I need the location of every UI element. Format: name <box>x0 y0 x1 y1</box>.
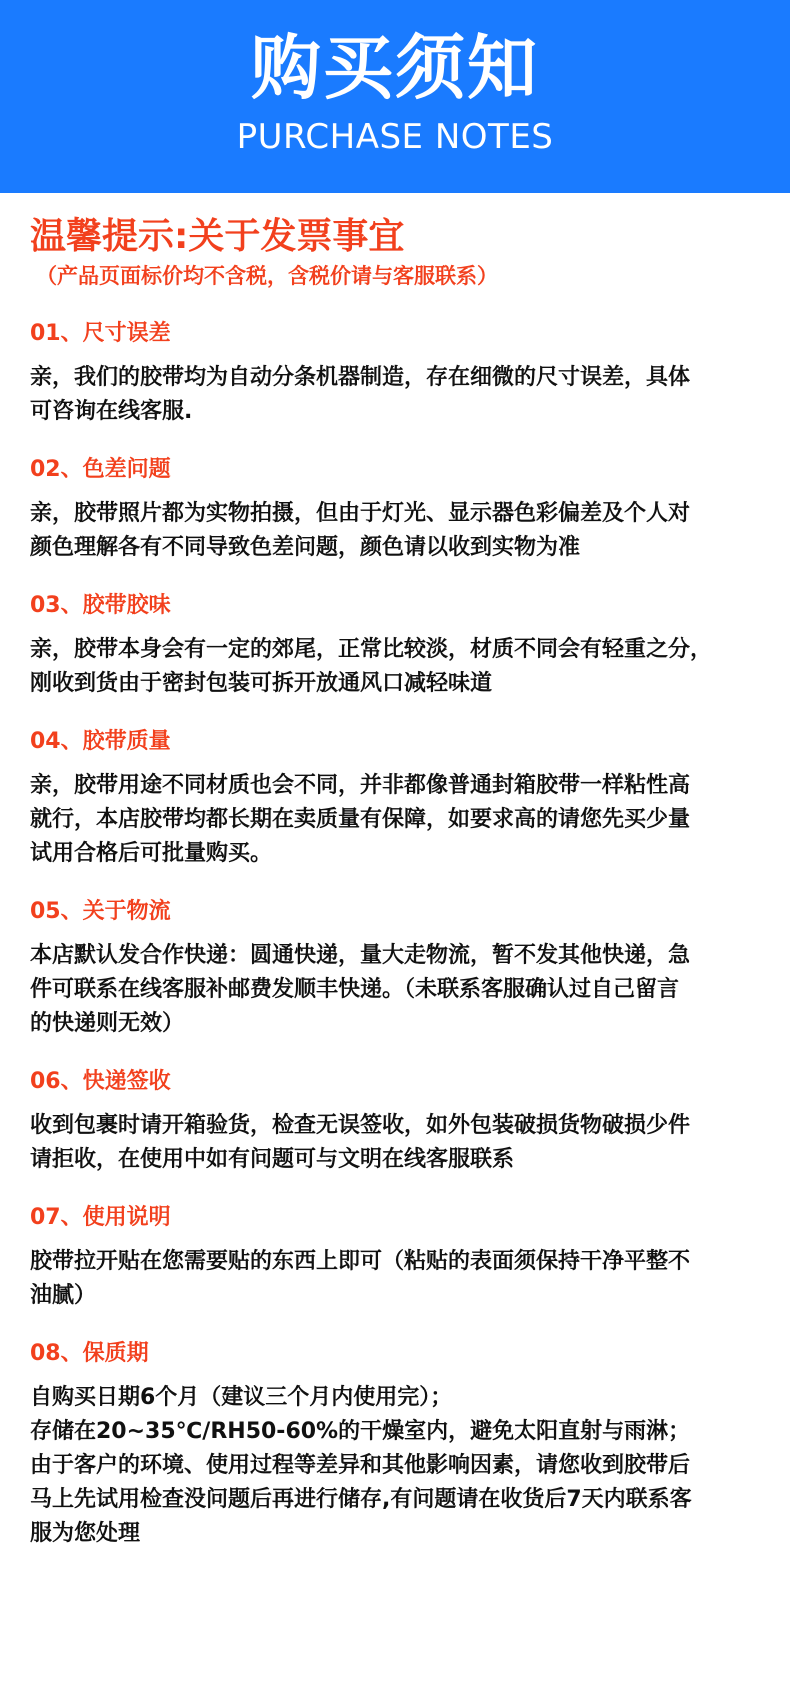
section-body-line: 亲，胶带照片都为实物拍摄，但由于灯光、显示器色彩偏差及个人对 <box>30 501 691 526</box>
section-body-line: 服为您处理 <box>30 1521 141 1546</box>
notes-section <box>30 1337 762 1551</box>
section-body-line: 的快递则无效） <box>30 1011 185 1036</box>
page-title: 购买须知 <box>251 27 539 109</box>
notes-section <box>30 1065 762 1177</box>
section-body-line: 收到包裹时请开箱验货，检查无误签收，如外包装破损货物破损少件 <box>30 1113 691 1138</box>
notes-section <box>30 589 762 701</box>
section-body-line: 油腻） <box>30 1283 97 1308</box>
section-body-line: 胶带拉开贴在您需要贴的东西上即可（粘贴的表面须保持干净平整不 <box>30 1249 691 1274</box>
notes-section <box>30 1201 762 1313</box>
section-body-line: 自购买日期6个月（建议三个月内使用完）； <box>30 1385 453 1410</box>
section-body <box>30 633 762 701</box>
section-body <box>30 769 762 871</box>
section-body-line: 由于客户的环境、使用过程等差异和其他影响因素，请您收到胶带后 <box>30 1453 691 1478</box>
section-body-line: 亲，胶带本身会有一定的郊尾，正常比较淡，材质不同会有轻重之分， <box>30 637 713 662</box>
section-body-line: 本店默认发合作快递：圆通快递，量大走物流，暂不发其他快递，急 <box>30 943 691 968</box>
section-body-line: 就行，本店胶带均都长期在卖质量有保障，如要求高的请您先买少量 <box>30 807 691 832</box>
section-heading: 01、尺寸误差 <box>30 321 171 346</box>
notes-section <box>30 895 762 1041</box>
section-heading: 06、快递签收 <box>30 1069 171 1094</box>
section-body-line: 可咨询在线客服. <box>30 399 193 424</box>
section-body <box>30 1109 762 1177</box>
invoice-notice-title: 温馨提示:关于发票事宜 <box>30 216 405 257</box>
section-body <box>30 497 762 565</box>
section-heading: 08、保质期 <box>30 1341 149 1366</box>
section-body-line: 请拒收，在使用中如有问题可与文明在线客服联系 <box>30 1147 515 1172</box>
section-heading: 02、色差问题 <box>30 457 171 482</box>
section-heading: 04、胶带质量 <box>30 729 171 754</box>
section-body-line: 马上先试用检查没问题后再进行储存,有问题请在收货后7天内联系客 <box>30 1487 692 1512</box>
page-subtitle: PURCHASE NOTES <box>236 117 554 157</box>
notes-section <box>30 453 762 565</box>
section-body-line: 试用合格后可批量购买。 <box>30 841 273 866</box>
section-body-line: 存储在20~35℃/RH50-60%的干燥室内，避免太阳直射与雨淋； <box>30 1419 691 1444</box>
section-heading: 05、关于物流 <box>30 899 171 924</box>
notes-section <box>30 317 762 429</box>
section-body-line: 刚收到货由于密封包装可拆开放通风口减轻味道 <box>30 671 493 696</box>
notes-section <box>30 725 762 871</box>
section-body-line: 亲，胶带用途不同材质也会不同，并非都像普通封箱胶带一样粘性高 <box>30 773 691 798</box>
section-body <box>30 1381 762 1551</box>
section-body-line: 颜色理解各有不同导致色差问题，颜色请以收到实物为准 <box>30 535 581 560</box>
section-body-line: 件可联系在线客服补邮费发顺丰快递。（未联系客服确认过自己留言 <box>30 977 680 1002</box>
section-body-line: 亲，我们的胶带均为自动分条机器制造，存在细微的尺寸误差，具体 <box>30 365 691 390</box>
section-heading: 07、使用说明 <box>30 1205 171 1230</box>
section-heading: 03、胶带胶味 <box>30 593 171 618</box>
header-banner <box>0 0 790 193</box>
section-body <box>30 361 762 429</box>
invoice-notice-subtitle: （产品页面标价均不含税，含税价请与客服联系） <box>36 264 498 288</box>
section-body <box>30 939 762 1041</box>
section-body <box>30 1245 762 1313</box>
notes-content <box>0 193 790 1551</box>
notes-section-list <box>30 317 762 1551</box>
